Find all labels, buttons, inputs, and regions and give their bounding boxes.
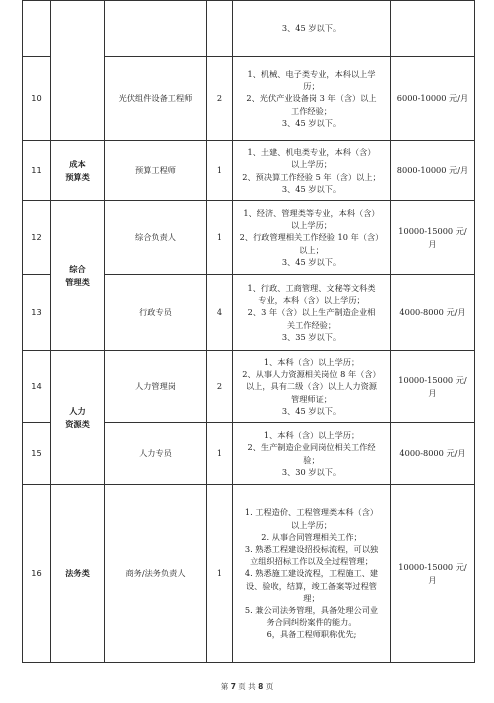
position-title: 光伏组件设备工程师 [105, 57, 207, 141]
requirements-cell: 1、行政、工商管理、文秘等文科类 专业，本科（含）以上学历； 2、3 年（含）以上生产制造企业相 关工作经验； 3、35 岁以下。 [233, 275, 391, 351]
headcount: 2 [207, 351, 233, 423]
position-title: 商务/法务负责人 [105, 485, 207, 663]
position-title: 人力专员 [105, 423, 207, 485]
row-number: 15 [23, 423, 51, 485]
table-row [23, 141, 475, 201]
headcount: 1 [207, 485, 233, 663]
position-title: 人力管理岗 [105, 351, 207, 423]
headcount: 1 [207, 423, 233, 485]
salary-cell: 8000-10000 元/月 [391, 141, 475, 201]
salary-cell: 6000-10000 元/月 [391, 57, 475, 141]
row-number [23, 1, 51, 57]
requirements-cell: 1、本科（含）以上学历； 2、从事人力资源相关岗位 8 年（含） 以上，具有二级（含）以上人力资源 管理师证； 3、45 岁以下。 [233, 351, 391, 423]
row-number: 16 [23, 485, 51, 663]
headcount [207, 1, 233, 57]
requirements-cell: 3、45 岁以下。 [233, 1, 391, 57]
category-cell [51, 201, 105, 351]
salary-cell: 10000-15000 元/ 月 [391, 485, 475, 663]
table-row [23, 201, 475, 275]
requirements-cell: 1、本科（含）以上学历； 2、生产制造企业同岗位相关工作经 验； 3、30 岁以下。 [233, 423, 391, 485]
headcount: 1 [207, 141, 233, 201]
row-number: 11 [23, 141, 51, 201]
headcount: 2 [207, 57, 233, 141]
category-label: 资源类 [65, 418, 90, 429]
category-label: 人力 [69, 406, 86, 417]
category-label: 综合 [69, 264, 86, 275]
requirements-cell: 1、土建、机电类专业，本科（含） 以上学历； 2、预决算工作经验 5 年（含）以上； 3、45 岁以下。 [233, 141, 391, 201]
category-label: 成本 [69, 159, 86, 170]
salary-cell: 4000-8000 元/月 [391, 275, 475, 351]
category-cell: 法务类 [51, 485, 105, 663]
page-footer: 第 7 页 共 8 页 [220, 682, 274, 691]
salary-cell: 10000-15000 元/ 月 [391, 201, 475, 275]
jobs-table [22, 0, 475, 663]
position-title: 行政专员 [105, 275, 207, 351]
requirements-cell: 1、经济、管理类等专业，本科（含） 以上学历； 2、行政管理相关工作经验 10 年（含） 以上； 3、45 岁以下。 [233, 201, 391, 275]
row-number: 12 [23, 201, 51, 275]
position-title: 综合负责人 [105, 201, 207, 275]
category-label: 管理类 [65, 276, 90, 287]
table-row [23, 485, 475, 663]
category-cell [51, 141, 105, 201]
category-cell [51, 351, 105, 485]
headcount: 4 [207, 275, 233, 351]
page-number: 7 [230, 682, 236, 691]
headcount: 1 [207, 201, 233, 275]
category-cell [51, 1, 105, 141]
requirements-cell: 1. 工程造价、工程管理类本科（含） 以上学历； 2. 从事合同管理相关工作； 3. 熟悉工程建设招投标流程，可以独 立组织招标工作以及全过程管理； 4. 熟悉施工建设流程，工程施工、建 设、验收，结算，竣工备案等过程管 理； 5. 兼公司法务管理，具备处理公司业 务合同纠纷案件的能力。 6，具备工程师职称优先; [233, 485, 391, 663]
table-row [23, 1, 475, 57]
category-label: 预算类 [65, 171, 90, 182]
row-number: 10 [23, 57, 51, 141]
salary-cell: 10000-15000 元/ 月 [391, 351, 475, 423]
position-title [105, 1, 207, 57]
salary-cell: 4000-8000 元/月 [391, 423, 475, 485]
requirements-cell: 1、机械、电子类专业，本科以上学 历； 2、光伏产业设备岗 3 年（含）以上 工作经验； 3、45 岁以下。 [233, 57, 391, 141]
salary-cell [391, 1, 475, 57]
position-title: 预算工程师 [105, 141, 207, 201]
page-total: 8 [258, 682, 264, 691]
row-number: 13 [23, 275, 51, 351]
table-row [23, 351, 475, 423]
row-number: 14 [23, 351, 51, 423]
